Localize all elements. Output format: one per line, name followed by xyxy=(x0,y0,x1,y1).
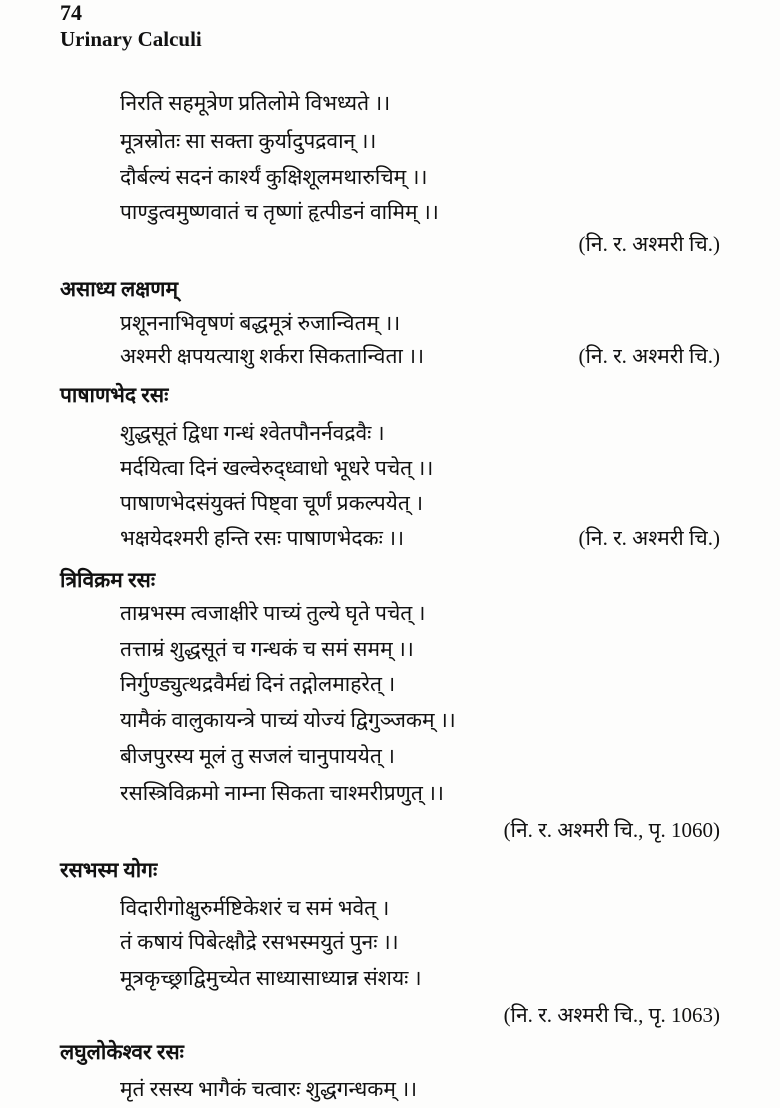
verse-line: दौर्बल्यं सदनं कार्श्यं कुक्षिशूलमथारुचिम् ।। xyxy=(120,165,428,189)
verse-line: यामैकं वालुकायन्त्रे पाच्यं योज्यं द्विगुञ्जकम् ।। xyxy=(120,708,456,732)
citation: (नि. र. अश्मरी चि., पृ. 1060) xyxy=(503,818,720,842)
verse-line: अश्मरी क्षपयत्याशु शर्करा सिकतान्विता ।। xyxy=(120,344,425,368)
section-heading: लघुलोकेश्वर रसः xyxy=(60,1040,184,1064)
verse-line: शुद्धसूतं द्विधा गन्धं श्वेतपौनर्नवद्रवैः । xyxy=(120,421,385,445)
section-heading: असाध्य लक्षणम् xyxy=(60,277,179,301)
page-number: 74 xyxy=(60,0,82,25)
verse-line: निर्गुण्ड्युत्थद्रवैर्मद्यं दिनं तद्गोलमाहरेत् । xyxy=(120,672,396,696)
verse-line: पाषाणभेदसंयुक्तं पिष्ट्वा चूर्णं प्रकल्पयेत् । xyxy=(120,491,424,515)
verse-line: मृतं रसस्य भागैकं चत्वारः शुद्धगन्धकम् ।। xyxy=(120,1077,418,1101)
running-title: Urinary Calculi xyxy=(60,27,202,51)
verse-line: मूत्रस्रोतः सा सक्ता कुर्यादुपद्रवान् ।। xyxy=(120,129,377,153)
citation: (नि. र. अश्मरी चि.) xyxy=(578,526,720,550)
verse-line: तत्ताम्रं शुद्धसूतं च गन्धकं च समं समम् ।। xyxy=(120,637,414,661)
verse-line: रसस्त्रिविक्रमो नाम्ना सिकता चाश्मरीप्रणुत् ।। xyxy=(120,781,444,805)
verse-line: निरति सहमूत्रेण प्रतिलोमे विभध्यते ।। xyxy=(120,91,391,115)
verse-line: विदारीगोक्षुरुर्मष्टिकेशरं च समं भवेत् । xyxy=(120,896,390,920)
section-heading: त्रिविक्रम रसः xyxy=(60,568,156,592)
verse-line: तं कषायं पिबेत्क्षौद्रे रसभस्मयुतं पुनः ।। xyxy=(120,930,399,954)
verse-line: पाण्डुत्वमुष्णवातं च तृष्णां हृत्पीडनं वामिम् ।। xyxy=(120,200,439,224)
section-heading: पाषाणभेद रसः xyxy=(60,383,169,407)
section-heading: रसभस्म योगः xyxy=(60,858,158,882)
verse-line: मर्दयित्वा दिनं खल्वेरुद्ध्वाधो भूधरे पचेत् ।। xyxy=(120,456,434,480)
verse-line: प्रशूननाभिवृषणं बद्धमूत्रं रुजान्वितम् ।। xyxy=(120,311,401,335)
verse-line: मूत्रकृच्छ्राद्विमुच्येत साध्यासाध्यान्न संशयः । xyxy=(120,966,422,990)
verse-line: बीजपुरस्य मूलं तु सजलं चानुपाययेत् । xyxy=(120,744,395,768)
verse-line: भक्षयेदश्मरी हन्ति रसः पाषाणभेदकः ।। xyxy=(120,526,405,550)
verse-line: ताम्रभस्म त्वजाक्षीरे पाच्यं तुल्ये घृते पचेत् । xyxy=(120,601,426,625)
citation: (नि. र. अश्मरी चि.) xyxy=(578,232,720,256)
citation: (नि. र. अश्मरी चि.) xyxy=(578,344,720,368)
citation: (नि. र. अश्मरी चि., पृ. 1063) xyxy=(503,1003,720,1027)
